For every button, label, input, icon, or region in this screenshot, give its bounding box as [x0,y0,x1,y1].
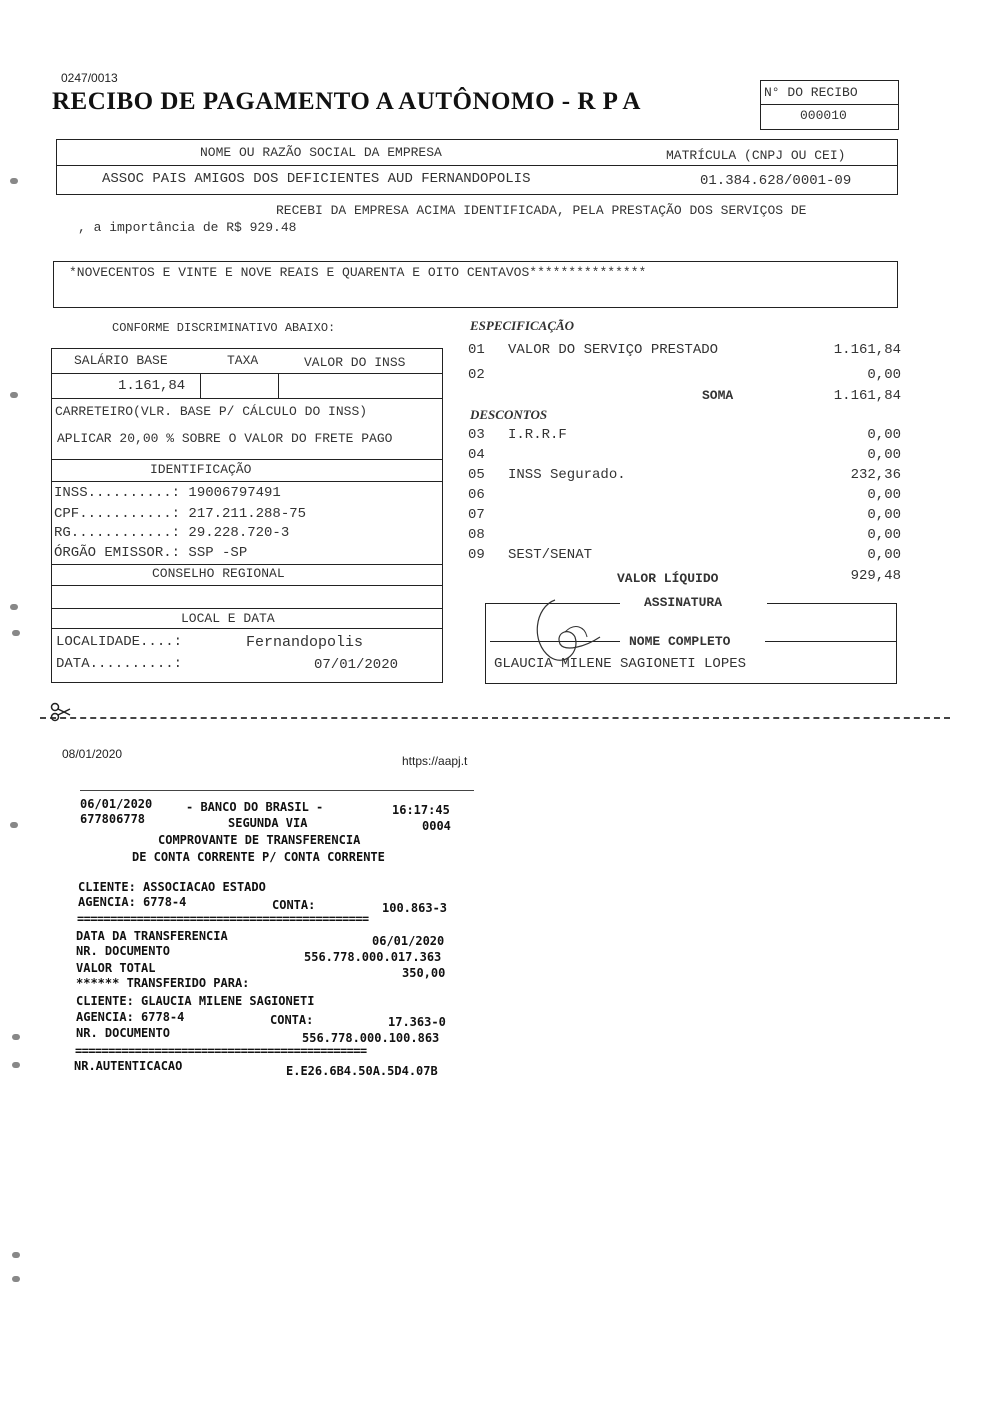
document-number-label: NR. DOCUMENTO [76,944,170,958]
origin-agency: AGENCIA: 6778-4 [78,895,187,909]
line-code: 07 [468,507,485,523]
transaction-id: 677806778 [80,812,146,826]
line-description: I.R.R.F [508,427,567,443]
line-value: 0,00 [867,507,901,523]
scan-mark [12,1252,20,1258]
amount-words: *NOVECENTOS E VINTE E NOVE REAIS E QUARENTA E OITO CENTAVOS*************** [69,265,647,280]
registration-label: MATRÍCULA (CNPJ OU CEI) [666,148,846,163]
line-value: 0,00 [867,487,901,503]
receipt-number: 000010 [800,108,847,123]
scan-mark [10,822,18,828]
line-description: INSS Segurado. [508,467,626,483]
locality-value: Fernandopolis [246,634,364,651]
cut-line [40,717,950,719]
sum-value: 1.161,84 [833,388,901,404]
line-code: 04 [468,447,485,463]
scan-mark [12,1276,20,1282]
destination-client: CLIENTE: GLAUCIA MILENE SAGIONETI [76,994,315,1008]
declaration-line-1: RECEBI DA EMPRESA ACIMA IDENTIFICADA, PELA PRESTAÇÃO DOS SERVIÇOS DE [276,203,807,218]
date-value: 07/01/2020 [314,657,399,673]
conforme-text: CONFORME DISCRIMINATIVO ABAIXO: [112,321,336,335]
line-code: 08 [468,527,485,543]
destination-account: 17.363-0 [388,1015,446,1029]
carreteiro-label: CARRETEIRO(VLR. BASE P/ CÁLCULO DO INSS) [55,404,368,419]
line-value: 0,00 [867,427,901,443]
line-value: 0,00 [867,547,901,563]
line-code: 02 [468,367,485,383]
line-code: 03 [468,427,485,443]
line-code: 06 [468,487,485,503]
company-label: NOME OU RAZÃO SOCIAL DA EMPRESA [200,145,442,160]
transfer-date: 06/01/2020 [80,797,153,811]
line-description: SEST/SENAT [508,547,593,563]
line-value: 232,36 [850,467,901,483]
terminal-code: 0004 [422,819,451,833]
carreteiro-text: APLICAR 20,00 % SOBRE O VALOR DO FRETE PAGO [57,431,393,446]
transferred-to-label: ****** TRANSFERIDO PARA: [76,976,250,990]
transfer-date-value: 06/01/2020 [372,934,445,948]
scan-mark [12,630,20,636]
doc-code: 0247/0013 [61,71,118,85]
authentication-label: NR.AUTENTICACAO [74,1059,183,1073]
declaration-line-2: , a importância de R$ 929.48 [78,220,297,235]
salary-base-value: 1.161,84 [118,378,186,394]
scan-mark [10,178,18,184]
locality-label: LOCALIDADE....: [56,634,183,650]
cpf-id: CPF...........: 217.211.288-75 [54,506,307,522]
full-name: GLAUCIA MILENE SAGIONETI LOPES [494,656,747,672]
print-date: 08/01/2020 [62,747,123,761]
net-label: VALOR LÍQUIDO [617,571,719,586]
issuer-id: ÓRGÃO EMISSOR.: SSP -SP [54,545,248,561]
council-label: CONSELHO REGIONAL [152,566,285,581]
line-code: 09 [468,547,485,563]
signature-label: ASSINATURA [644,595,723,610]
line-value: 0,00 [867,367,901,383]
line-value: 1.161,84 [833,342,901,358]
inss-id: INSS..........: 19006797491 [54,485,281,501]
discounts-label: DESCONTOS [470,407,548,422]
destination-account-label: CONTA: [270,1013,314,1027]
authentication-value: E.E26.6B4.50A.5D4.07B [286,1064,438,1078]
destination-document-value: 556.778.000.100.863 [302,1031,440,1045]
total-value: 350,00 [402,966,446,980]
destination-document-label: NR. DOCUMENTO [76,1026,170,1040]
local-date-label: LOCAL E DATA [181,611,275,626]
salary-base-label: SALÁRIO BASE [74,353,168,368]
transfer-time: 16:17:45 [392,803,450,817]
company-name: ASSOC PAIS AMIGOS DOS DEFICIENTES AUD FERNANDOPOLIS [102,171,531,187]
inss-value-label: VALOR DO INSS [304,355,406,370]
identification-label: IDENTIFICAÇÃO [150,462,252,477]
origin-account: 100.863-3 [382,901,448,915]
total-value-label: VALOR TOTAL [76,961,156,975]
origin-account-label: CONTA: [272,898,316,912]
scan-mark [10,604,18,610]
separator-2: ============================================ [75,1044,367,1058]
line-code: 01 [468,342,485,358]
receipt-title-1: COMPROVANTE DE TRANSFERENCIA [158,833,361,847]
print-url: https://aapj.t [402,754,468,768]
page-title: RECIBO DE PAGAMENTO A AUTÔNOMO - R P A [52,88,641,115]
scissors-icon [50,701,72,723]
spec-label: ESPECIFICAÇÃO [470,318,575,333]
document-number-value: 556.778.000.017.363 [304,950,442,964]
destination-agency: AGENCIA: 6778-4 [76,1010,185,1024]
bank-name: - BANCO DO BRASIL - [186,800,324,814]
scan-mark [12,1062,20,1068]
scan-mark [10,392,18,398]
receipt-title-2: DE CONTA CORRENTE P/ CONTA CORRENTE [132,850,385,864]
scan-mark [12,1034,20,1040]
second-copy: SEGUNDA VIA [228,816,308,830]
rg-id: RG............: 29.228.720-3 [54,525,290,541]
line-description: VALOR DO SERVIÇO PRESTADO [508,342,719,358]
cnpj: 01.384.628/0001-09 [700,173,852,189]
line-value: 0,00 [867,447,901,463]
date-label: DATA..........: [56,656,183,672]
separator-1: ============================================ [77,912,369,926]
rate-label: TAXA [227,353,259,368]
sum-label: SOMA [702,388,734,403]
net-value: 929,48 [850,568,901,584]
line-value: 0,00 [867,527,901,543]
signature-scribble-icon [525,592,615,672]
origin-client: CLIENTE: ASSOCIACAO ESTADO [78,880,266,894]
receipt-number-label: N° DO RECIBO [764,85,858,100]
line-code: 05 [468,467,485,483]
transfer-date-label: DATA DA TRANSFERENCIA [76,929,228,943]
full-name-label: NOME COMPLETO [629,634,731,649]
